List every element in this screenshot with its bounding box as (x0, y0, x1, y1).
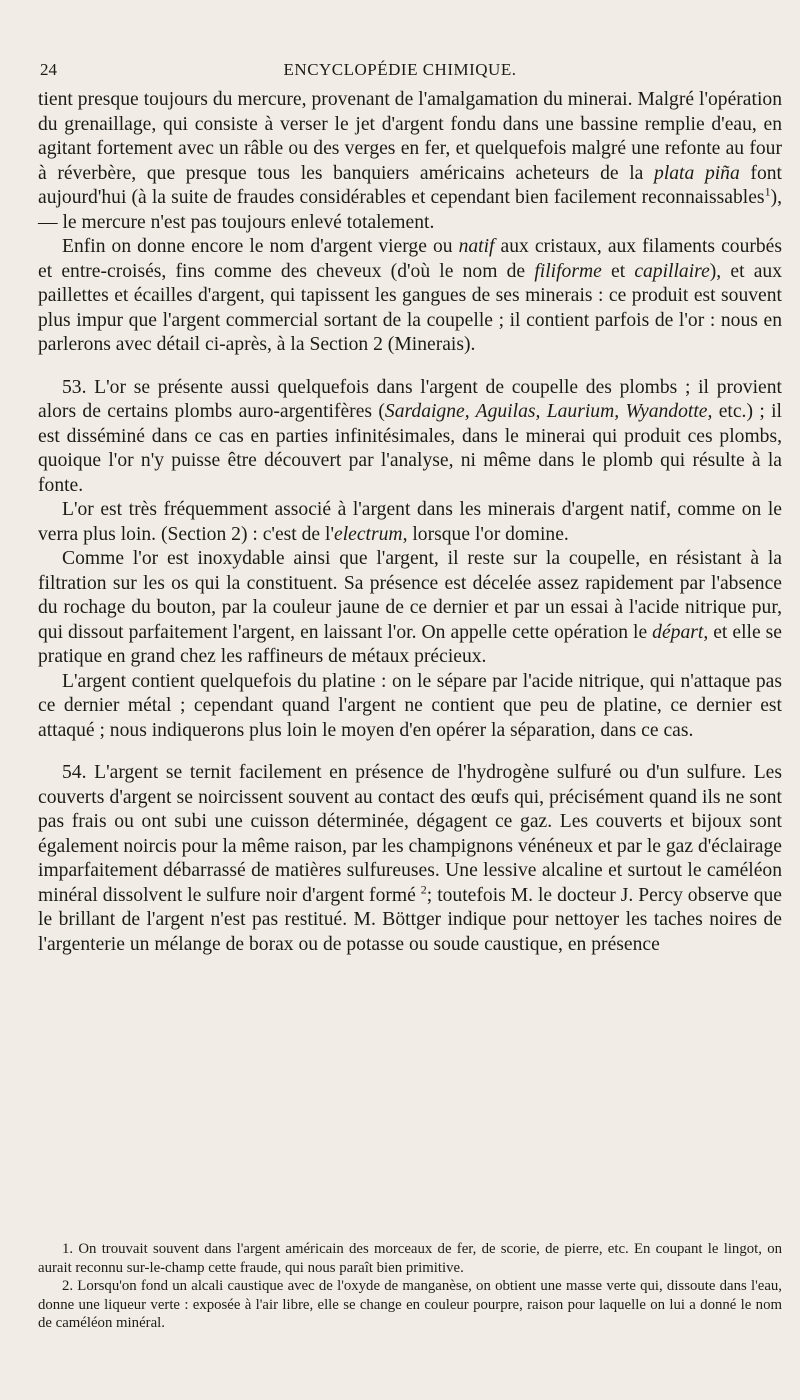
page-number: 24 (40, 60, 57, 79)
paragraph-4: L'or est très fréquemment associé à l'argent dans les minerais d'argent natif, comme on le verra plus loin. (Section 2) : c'est de l'electrum, lorsque l'or domine. (38, 499, 782, 545)
running-title: ENCYCLOPÉDIE CHIMIQUE. (283, 60, 517, 79)
footnote-2: 2. Lorsqu'on fond un alcali caustique avec de l'oxyde de manganèse, on obtient une masse verte qui, dissoute dans l'eau, donne une liqueur verte : exposée à l'air libre, elle se change en couleur pourpre, raison pour laquelle on lui a donné le nom de caméléon minéral. (38, 1278, 782, 1331)
footnote-1: 1. On trouvait souvent dans l'argent américain des morceaux de fer, de scorie, de pierre, etc. En coupant le lingot, on aurait reconnu sur-le-champ cette fraude, qui nous paraît bien primitive. (38, 1241, 782, 1276)
paragraph-6: L'argent contient quelquefois du platine : on le sépare par l'acide nitrique, qui n'attaque pas ce dernier métal ; cependant quand l'argent ne contient que peu de platine, ce dernier est attaqué ; nous indiquerons plus loin le moyen d'en opérer la séparation, dans ce cas. (38, 670, 782, 741)
paragraph-5: Comme l'or est inoxydable ainsi que l'argent, il reste sur la coupelle, en résistant à la filtration sur les os qui la constituent. Sa présence est décelée assez rapidement par l'absence du rochage du bouton, par la couleur jaune de ce dernier et par un essai à l'acide nitrique pur, qui dissout parfaitement l'argent, en laissant l'or. On appelle cette opération le départ, et elle se pratique en grand chez les raffineurs de métaux précieux. (38, 548, 782, 667)
paragraph-7: 54. L'argent se ternit facilement en présence de l'hydrogène sulfuré ou d'un sulfure. Les couverts d'argent se noircissent souvent au contact des œufs qui, précisément quand ils ne sont pas frais ou ont subi une cuisson déterminée, dégagent ce gaz. Les couverts et bijoux sont également noircis pour la même raison, par les champignons vénéneux et par le gaz d'éclairage imparfaitement débarrassé de matières sulfureuses. Une lessive alcaline et surtout le caméléon minéral dissolvent le sulfure noir d'argent formé $^2$; toutefois M. le docteur J. Percy observe que le brillant de l'argent n'est pas restitué. M. Böttger indique pour nettoyer les taches noires de l'argenterie un mélange de borax ou de potasse ou soude caustique, en présence (38, 762, 782, 955)
footnote-ref-2[interactable]: 2 (420, 881, 427, 896)
footnote-ref-1[interactable]: 1 (764, 184, 771, 199)
footnotes (38, 1240, 782, 1333)
body-text (38, 88, 782, 957)
paragraph-3: 53. L'or se présente aussi quelquefois dans l'argent de coupelle des plombs ; il provient alors de certains plombs auro-argentifères (Sardaigne, Aguilas, Laurium, Wyandotte, etc.) ; il est disséminé dans ce cas en parties infinitésimales, dans le minerai qui produit ces plombs, quoique l'or n'y puisse être découvert par l'analyse, ni même dans le plomb qui résulte à la fonte. (38, 376, 782, 496)
page-header (36, 60, 764, 86)
paragraph-2: Enfin on donne encore le nom d'argent vierge ou natif aux cristaux, aux filaments courbés et entre-croisés, fins comme des cheveux (d'où le nom de filiforme et capillaire), et aux paillettes et écailles d'argent, qui tapissent les gangues de ses minerais : ce produit est souvent plus impur que l'argent commercial sortant de la coupelle ; il contient parfois de l'or : nous en parlerons avec détail ci-après, à la Section 2 (Minerais). (38, 236, 783, 355)
paragraph-1: tient presque toujours du mercure, provenant de l'amalgamation du minerai. Malgré l'opération du grenaillage, qui consiste à verser le jet d'argent fondu dans une bassine remplie d'eau, en agitant fortement avec un râble ou des verges en fer, et quelquefois malgré une refonte au four à réverbère, que presque tous les banquiers américains acheteurs de la plata piña font aujourd'hui (à la suite de fraudes considérables et cependant bien facilement reconnaissables$^1$), — le mercure n'est pas toujours enlevé totalement. (38, 89, 782, 233)
